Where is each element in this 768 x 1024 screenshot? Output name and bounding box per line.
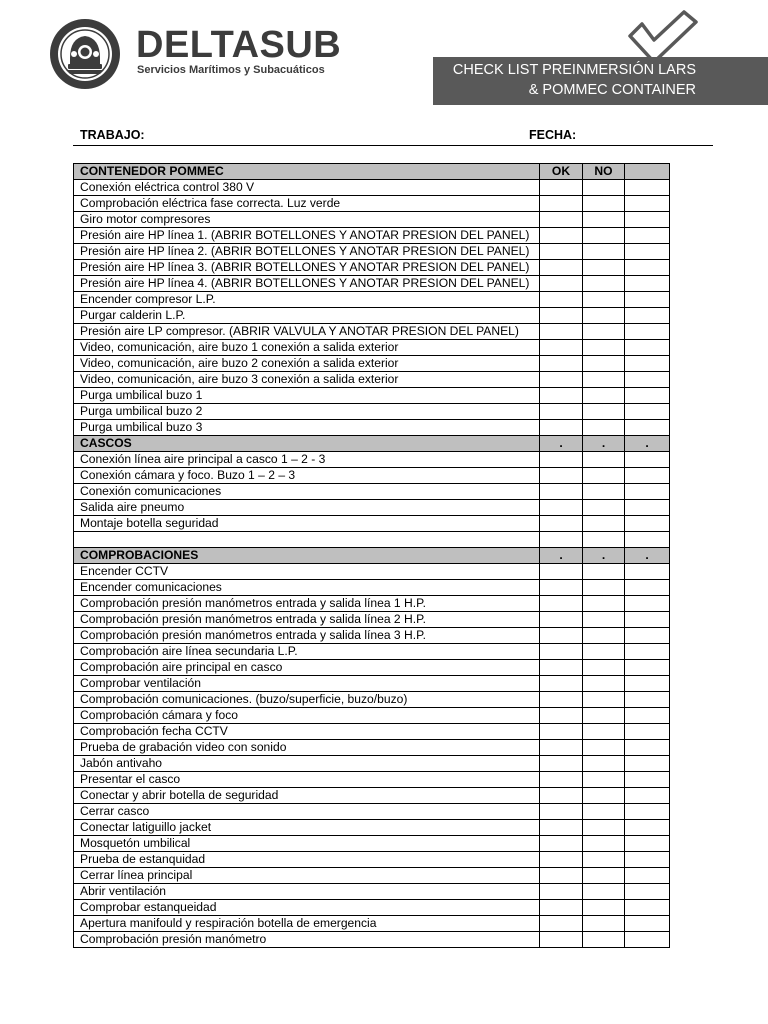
extra-cell[interactable]: [625, 884, 670, 900]
table-row: [74, 756, 670, 772]
title-line-2: & POMMEC CONTAINER: [528, 82, 696, 98]
no-cell[interactable]: [583, 564, 625, 580]
checklist-item-label: Comprobación presión manómetros entrada y salida línea 2 H.P.: [74, 612, 540, 628]
checklist-item-label: Comprobación comunicaciones. (buzo/superficie, buzo/buzo): [74, 692, 540, 708]
table-row: [74, 452, 670, 468]
section-column-header: .: [583, 436, 625, 452]
section-column-header: .: [540, 548, 583, 564]
checklist-item-label: Comprobación cámara y foco: [74, 708, 540, 724]
table-row: [74, 228, 670, 244]
table-row: [74, 660, 670, 676]
checklist-item-label: Presión aire HP línea 1. (ABRIR BOTELLONES Y ANOTAR PRESION DEL PANEL): [74, 228, 540, 244]
ok-cell[interactable]: [540, 884, 583, 900]
table-row: [74, 884, 670, 900]
ok-cell[interactable]: [540, 180, 583, 196]
checklist-item-label: Prueba de estanquidad: [74, 852, 540, 868]
extra-cell[interactable]: [625, 532, 670, 548]
checklist-item-label: Conexión eléctrica control 380 V: [74, 180, 540, 196]
extra-cell[interactable]: [625, 788, 670, 804]
ok-cell[interactable]: [540, 228, 583, 244]
extra-cell[interactable]: [625, 932, 670, 948]
diver-helmet-emblem-icon: [48, 18, 122, 90]
ok-cell[interactable]: [540, 340, 583, 356]
ok-cell[interactable]: [540, 484, 583, 500]
no-cell[interactable]: [583, 404, 625, 420]
no-cell[interactable]: [583, 884, 625, 900]
extra-cell[interactable]: [625, 564, 670, 580]
no-cell[interactable]: [583, 260, 625, 276]
no-cell[interactable]: [583, 708, 625, 724]
extra-cell[interactable]: [625, 708, 670, 724]
ok-cell[interactable]: [540, 692, 583, 708]
ok-cell[interactable]: [540, 324, 583, 340]
no-cell[interactable]: [583, 180, 625, 196]
table-row: [74, 852, 670, 868]
table-row: [74, 468, 670, 484]
checklist-item-label: Comprobación presión manómetro: [74, 932, 540, 948]
extra-cell[interactable]: [625, 596, 670, 612]
checklist-item-label: Comprobación fecha CCTV: [74, 724, 540, 740]
checklist-item-label: Encender CCTV: [74, 564, 540, 580]
table-row: [74, 244, 670, 260]
extra-cell[interactable]: [625, 308, 670, 324]
table-row: [74, 900, 670, 916]
extra-cell[interactable]: [625, 820, 670, 836]
no-cell[interactable]: [583, 612, 625, 628]
no-cell[interactable]: [583, 228, 625, 244]
no-cell[interactable]: [583, 596, 625, 612]
no-cell[interactable]: [583, 772, 625, 788]
table-row: [74, 628, 670, 644]
checklist-item-label: Purga umbilical buzo 2: [74, 404, 540, 420]
section-column-header: [625, 164, 670, 180]
extra-cell[interactable]: [625, 388, 670, 404]
ok-cell[interactable]: [540, 468, 583, 484]
extra-cell[interactable]: [625, 612, 670, 628]
checklist-item-label: Mosquetón umbilical: [74, 836, 540, 852]
extra-cell[interactable]: [625, 196, 670, 212]
extra-cell[interactable]: [625, 916, 670, 932]
extra-cell[interactable]: [625, 756, 670, 772]
table-row: [74, 484, 670, 500]
extra-cell[interactable]: [625, 484, 670, 500]
extra-cell[interactable]: [625, 740, 670, 756]
table-row: [74, 196, 670, 212]
extra-cell[interactable]: [625, 228, 670, 244]
ok-cell[interactable]: [540, 276, 583, 292]
table-row: [74, 804, 670, 820]
company-logo: [48, 18, 348, 90]
no-cell[interactable]: [583, 340, 625, 356]
no-cell[interactable]: [583, 532, 625, 548]
section-title: CASCOS: [74, 436, 540, 452]
ok-cell[interactable]: [540, 260, 583, 276]
table-row: [74, 420, 670, 436]
ok-cell[interactable]: [540, 916, 583, 932]
checklist-item-label: Encender comunicaciones: [74, 580, 540, 596]
no-cell[interactable]: [583, 580, 625, 596]
extra-cell[interactable]: [625, 868, 670, 884]
no-cell[interactable]: [583, 628, 625, 644]
checklist-item-label: Video, comunicación, aire buzo 3 conexión a salida exterior: [74, 372, 540, 388]
extra-cell[interactable]: [625, 836, 670, 852]
checklist-table: [73, 163, 670, 948]
checklist-item-label: Purgar calderin L.P.: [74, 308, 540, 324]
table-row: [74, 372, 670, 388]
ok-cell[interactable]: [540, 804, 583, 820]
extra-cell[interactable]: [625, 628, 670, 644]
no-cell[interactable]: [583, 724, 625, 740]
fecha-label: FECHA:: [529, 128, 577, 142]
checklist-item-label: Jabón antivaho: [74, 756, 540, 772]
no-cell[interactable]: [583, 244, 625, 260]
table-row: [74, 676, 670, 692]
checklist-item-label: Encender compresor L.P.: [74, 292, 540, 308]
checklist-item-label: Abrir ventilación: [74, 884, 540, 900]
checklist-item-label: Video, comunicación, aire buzo 2 conexión a salida exterior: [74, 356, 540, 372]
section-column-header: .: [540, 436, 583, 452]
table-row: [74, 772, 670, 788]
ok-cell[interactable]: [540, 612, 583, 628]
extra-cell[interactable]: [625, 660, 670, 676]
section-column-header: .: [625, 436, 670, 452]
checklist-item-label: Presión aire HP línea 2. (ABRIR BOTELLONES Y ANOTAR PRESION DEL PANEL): [74, 244, 540, 260]
checklist-item-label: Comprobación presión manómetros entrada y salida línea 1 H.P.: [74, 596, 540, 612]
extra-cell[interactable]: [625, 580, 670, 596]
section-title: COMPROBACIONES: [74, 548, 540, 564]
checklist-item-label: Apertura manifould y respiración botella de emergencia: [74, 916, 540, 932]
no-cell[interactable]: [583, 324, 625, 340]
table-row: [74, 740, 670, 756]
extra-cell[interactable]: [625, 276, 670, 292]
extra-cell[interactable]: [625, 372, 670, 388]
ok-cell[interactable]: [540, 756, 583, 772]
ok-cell[interactable]: [540, 292, 583, 308]
extra-cell[interactable]: [625, 516, 670, 532]
extra-cell[interactable]: [625, 356, 670, 372]
checkmark-icon: [626, 10, 698, 64]
no-cell[interactable]: [583, 820, 625, 836]
extra-cell[interactable]: [625, 692, 670, 708]
table-row: [74, 580, 670, 596]
ok-cell[interactable]: [540, 516, 583, 532]
ok-cell[interactable]: [540, 308, 583, 324]
no-cell[interactable]: [583, 516, 625, 532]
no-cell[interactable]: [583, 900, 625, 916]
checklist-item-label: Purga umbilical buzo 3: [74, 420, 540, 436]
checklist-item-label: Comprobación aire línea secundaria L.P.: [74, 644, 540, 660]
ok-cell[interactable]: [540, 788, 583, 804]
ok-cell[interactable]: [540, 660, 583, 676]
ok-cell[interactable]: [540, 932, 583, 948]
ok-cell[interactable]: [540, 852, 583, 868]
ok-cell[interactable]: [540, 644, 583, 660]
table-row: [74, 260, 670, 276]
checklist-item-label: Presión aire LP compresor. (ABRIR VALVULA Y ANOTAR PRESION DEL PANEL): [74, 324, 540, 340]
table-row: [74, 276, 670, 292]
brand-name: DELTASUB: [136, 24, 342, 66]
ok-cell[interactable]: [540, 564, 583, 580]
table-row: [74, 868, 670, 884]
table-row: [74, 308, 670, 324]
extra-cell[interactable]: [625, 324, 670, 340]
checklist-item-label: Conectar y abrir botella de seguridad: [74, 788, 540, 804]
ok-cell[interactable]: [540, 836, 583, 852]
no-cell[interactable]: [583, 932, 625, 948]
checklist-item-label: Comprobar ventilación: [74, 676, 540, 692]
extra-cell[interactable]: [625, 772, 670, 788]
table-row: [74, 404, 670, 420]
checklist-item-label: Conectar latiguillo jacket: [74, 820, 540, 836]
checklist-item-label: Comprobación eléctrica fase correcta. Luz verde: [74, 196, 540, 212]
extra-cell[interactable]: [625, 644, 670, 660]
no-cell[interactable]: [583, 868, 625, 884]
extra-cell[interactable]: [625, 212, 670, 228]
extra-cell[interactable]: [625, 292, 670, 308]
no-cell[interactable]: [583, 452, 625, 468]
no-cell[interactable]: [583, 916, 625, 932]
extra-cell[interactable]: [625, 340, 670, 356]
extra-cell[interactable]: [625, 724, 670, 740]
checklist-item-label: Conexión cámara y foco. Buzo 1 – 2 – 3: [74, 468, 540, 484]
table-row: [74, 324, 670, 340]
checklist-item-label: Comprobación presión manómetros entrada y salida línea 3 H.P.: [74, 628, 540, 644]
extra-cell[interactable]: [625, 676, 670, 692]
ok-cell[interactable]: [540, 356, 583, 372]
table-row: [74, 932, 670, 948]
extra-cell[interactable]: [625, 260, 670, 276]
section-title: CONTENEDOR POMMEC: [74, 164, 540, 180]
extra-cell[interactable]: [625, 180, 670, 196]
table-row: [74, 788, 670, 804]
table-row: [74, 212, 670, 228]
checklist-item-label: Conexión comunicaciones: [74, 484, 540, 500]
meta-row: [73, 127, 713, 146]
ok-cell[interactable]: [540, 244, 583, 260]
no-cell[interactable]: [583, 484, 625, 500]
checklist-item-label: Video, comunicación, aire buzo 1 conexión a salida exterior: [74, 340, 540, 356]
table-row: [74, 916, 670, 932]
extra-cell[interactable]: [625, 500, 670, 516]
checklist-item-label: Cerrar casco: [74, 804, 540, 820]
ok-cell[interactable]: [540, 452, 583, 468]
table-row: [74, 180, 670, 196]
ok-cell[interactable]: [540, 900, 583, 916]
no-cell[interactable]: [583, 852, 625, 868]
ok-cell[interactable]: [540, 772, 583, 788]
no-cell[interactable]: [583, 212, 625, 228]
extra-cell[interactable]: [625, 404, 670, 420]
no-cell[interactable]: [583, 804, 625, 820]
checklist-item-label: Comprobar estanqueidad: [74, 900, 540, 916]
no-cell[interactable]: [583, 836, 625, 852]
table-row: [74, 820, 670, 836]
table-row: [74, 836, 670, 852]
ok-cell[interactable]: [540, 708, 583, 724]
no-cell[interactable]: [583, 756, 625, 772]
section-column-header: .: [625, 548, 670, 564]
ok-cell[interactable]: [540, 388, 583, 404]
table-row: [74, 356, 670, 372]
checklist-item-label: Presión aire HP línea 4. (ABRIR BOTELLONES Y ANOTAR PRESION DEL PANEL): [74, 276, 540, 292]
ok-cell[interactable]: [540, 676, 583, 692]
ok-cell[interactable]: [540, 212, 583, 228]
table-row: [74, 692, 670, 708]
checklist-item-label: Presión aire HP línea 3. (ABRIR BOTELLONES Y ANOTAR PRESION DEL PANEL): [74, 260, 540, 276]
ok-cell[interactable]: [540, 372, 583, 388]
no-cell[interactable]: [583, 676, 625, 692]
no-cell[interactable]: [583, 740, 625, 756]
checklist-item-label: Conexión línea aire principal a casco 1 – 2 - 3: [74, 452, 540, 468]
no-cell[interactable]: [583, 196, 625, 212]
no-cell[interactable]: [583, 420, 625, 436]
no-cell[interactable]: [583, 644, 625, 660]
checklist-item-label: Comprobación aire principal en casco: [74, 660, 540, 676]
table-row: [74, 340, 670, 356]
checklist-item-label: Purga umbilical buzo 1: [74, 388, 540, 404]
table-row: [74, 388, 670, 404]
ok-cell[interactable]: [540, 868, 583, 884]
checklist-item-label: Prueba de grabación video con sonido: [74, 740, 540, 756]
extra-cell[interactable]: [625, 804, 670, 820]
section-column-header: OK: [540, 164, 583, 180]
section-header: [74, 548, 670, 564]
no-cell[interactable]: [583, 692, 625, 708]
no-cell[interactable]: [583, 660, 625, 676]
ok-cell[interactable]: [540, 596, 583, 612]
table-row: [74, 564, 670, 580]
ok-cell[interactable]: [540, 500, 583, 516]
table-row: [74, 292, 670, 308]
checklist-item-label: Montaje botella seguridad: [74, 516, 540, 532]
extra-cell[interactable]: [625, 852, 670, 868]
table-row: [74, 596, 670, 612]
brand-tagline: Servicios Marítimos y Subacuáticos: [137, 64, 325, 76]
checklist-item-label: Salida aire pneumo: [74, 500, 540, 516]
table-row: [74, 532, 670, 548]
ok-cell[interactable]: [540, 196, 583, 212]
checklist-item-label: Giro motor compresores: [74, 212, 540, 228]
table-row: [74, 612, 670, 628]
extra-cell[interactable]: [625, 900, 670, 916]
no-cell[interactable]: [583, 788, 625, 804]
no-cell[interactable]: [583, 468, 625, 484]
ok-cell[interactable]: [540, 580, 583, 596]
no-cell[interactable]: [583, 372, 625, 388]
no-cell[interactable]: [583, 292, 625, 308]
ok-cell[interactable]: [540, 404, 583, 420]
no-cell[interactable]: [583, 308, 625, 324]
ok-cell[interactable]: [540, 820, 583, 836]
checklist-item-label: Presentar el casco: [74, 772, 540, 788]
checklist-item-label: Cerrar línea principal: [74, 868, 540, 884]
section-column-header: NO: [583, 164, 625, 180]
extra-cell[interactable]: [625, 452, 670, 468]
checklist-item-label: [74, 532, 540, 548]
section-column-header: .: [583, 548, 625, 564]
table-row: [74, 516, 670, 532]
extra-cell[interactable]: [625, 244, 670, 260]
table-row: [74, 500, 670, 516]
no-cell[interactable]: [583, 276, 625, 292]
no-cell[interactable]: [583, 388, 625, 404]
table-row: [74, 708, 670, 724]
section-header: [74, 436, 670, 452]
extra-cell[interactable]: [625, 468, 670, 484]
ok-cell[interactable]: [540, 532, 583, 548]
ok-cell[interactable]: [540, 420, 583, 436]
document-title: [433, 57, 768, 105]
table-row: [74, 644, 670, 660]
table-row: [74, 724, 670, 740]
trabajo-label: TRABAJO:: [80, 128, 145, 142]
section-header: [74, 164, 670, 180]
no-cell[interactable]: [583, 356, 625, 372]
title-line-1: CHECK LIST PREINMERSIÓN LARS: [452, 62, 696, 78]
no-cell[interactable]: [583, 500, 625, 516]
ok-cell[interactable]: [540, 724, 583, 740]
ok-cell[interactable]: [540, 628, 583, 644]
extra-cell[interactable]: [625, 420, 670, 436]
ok-cell[interactable]: [540, 740, 583, 756]
